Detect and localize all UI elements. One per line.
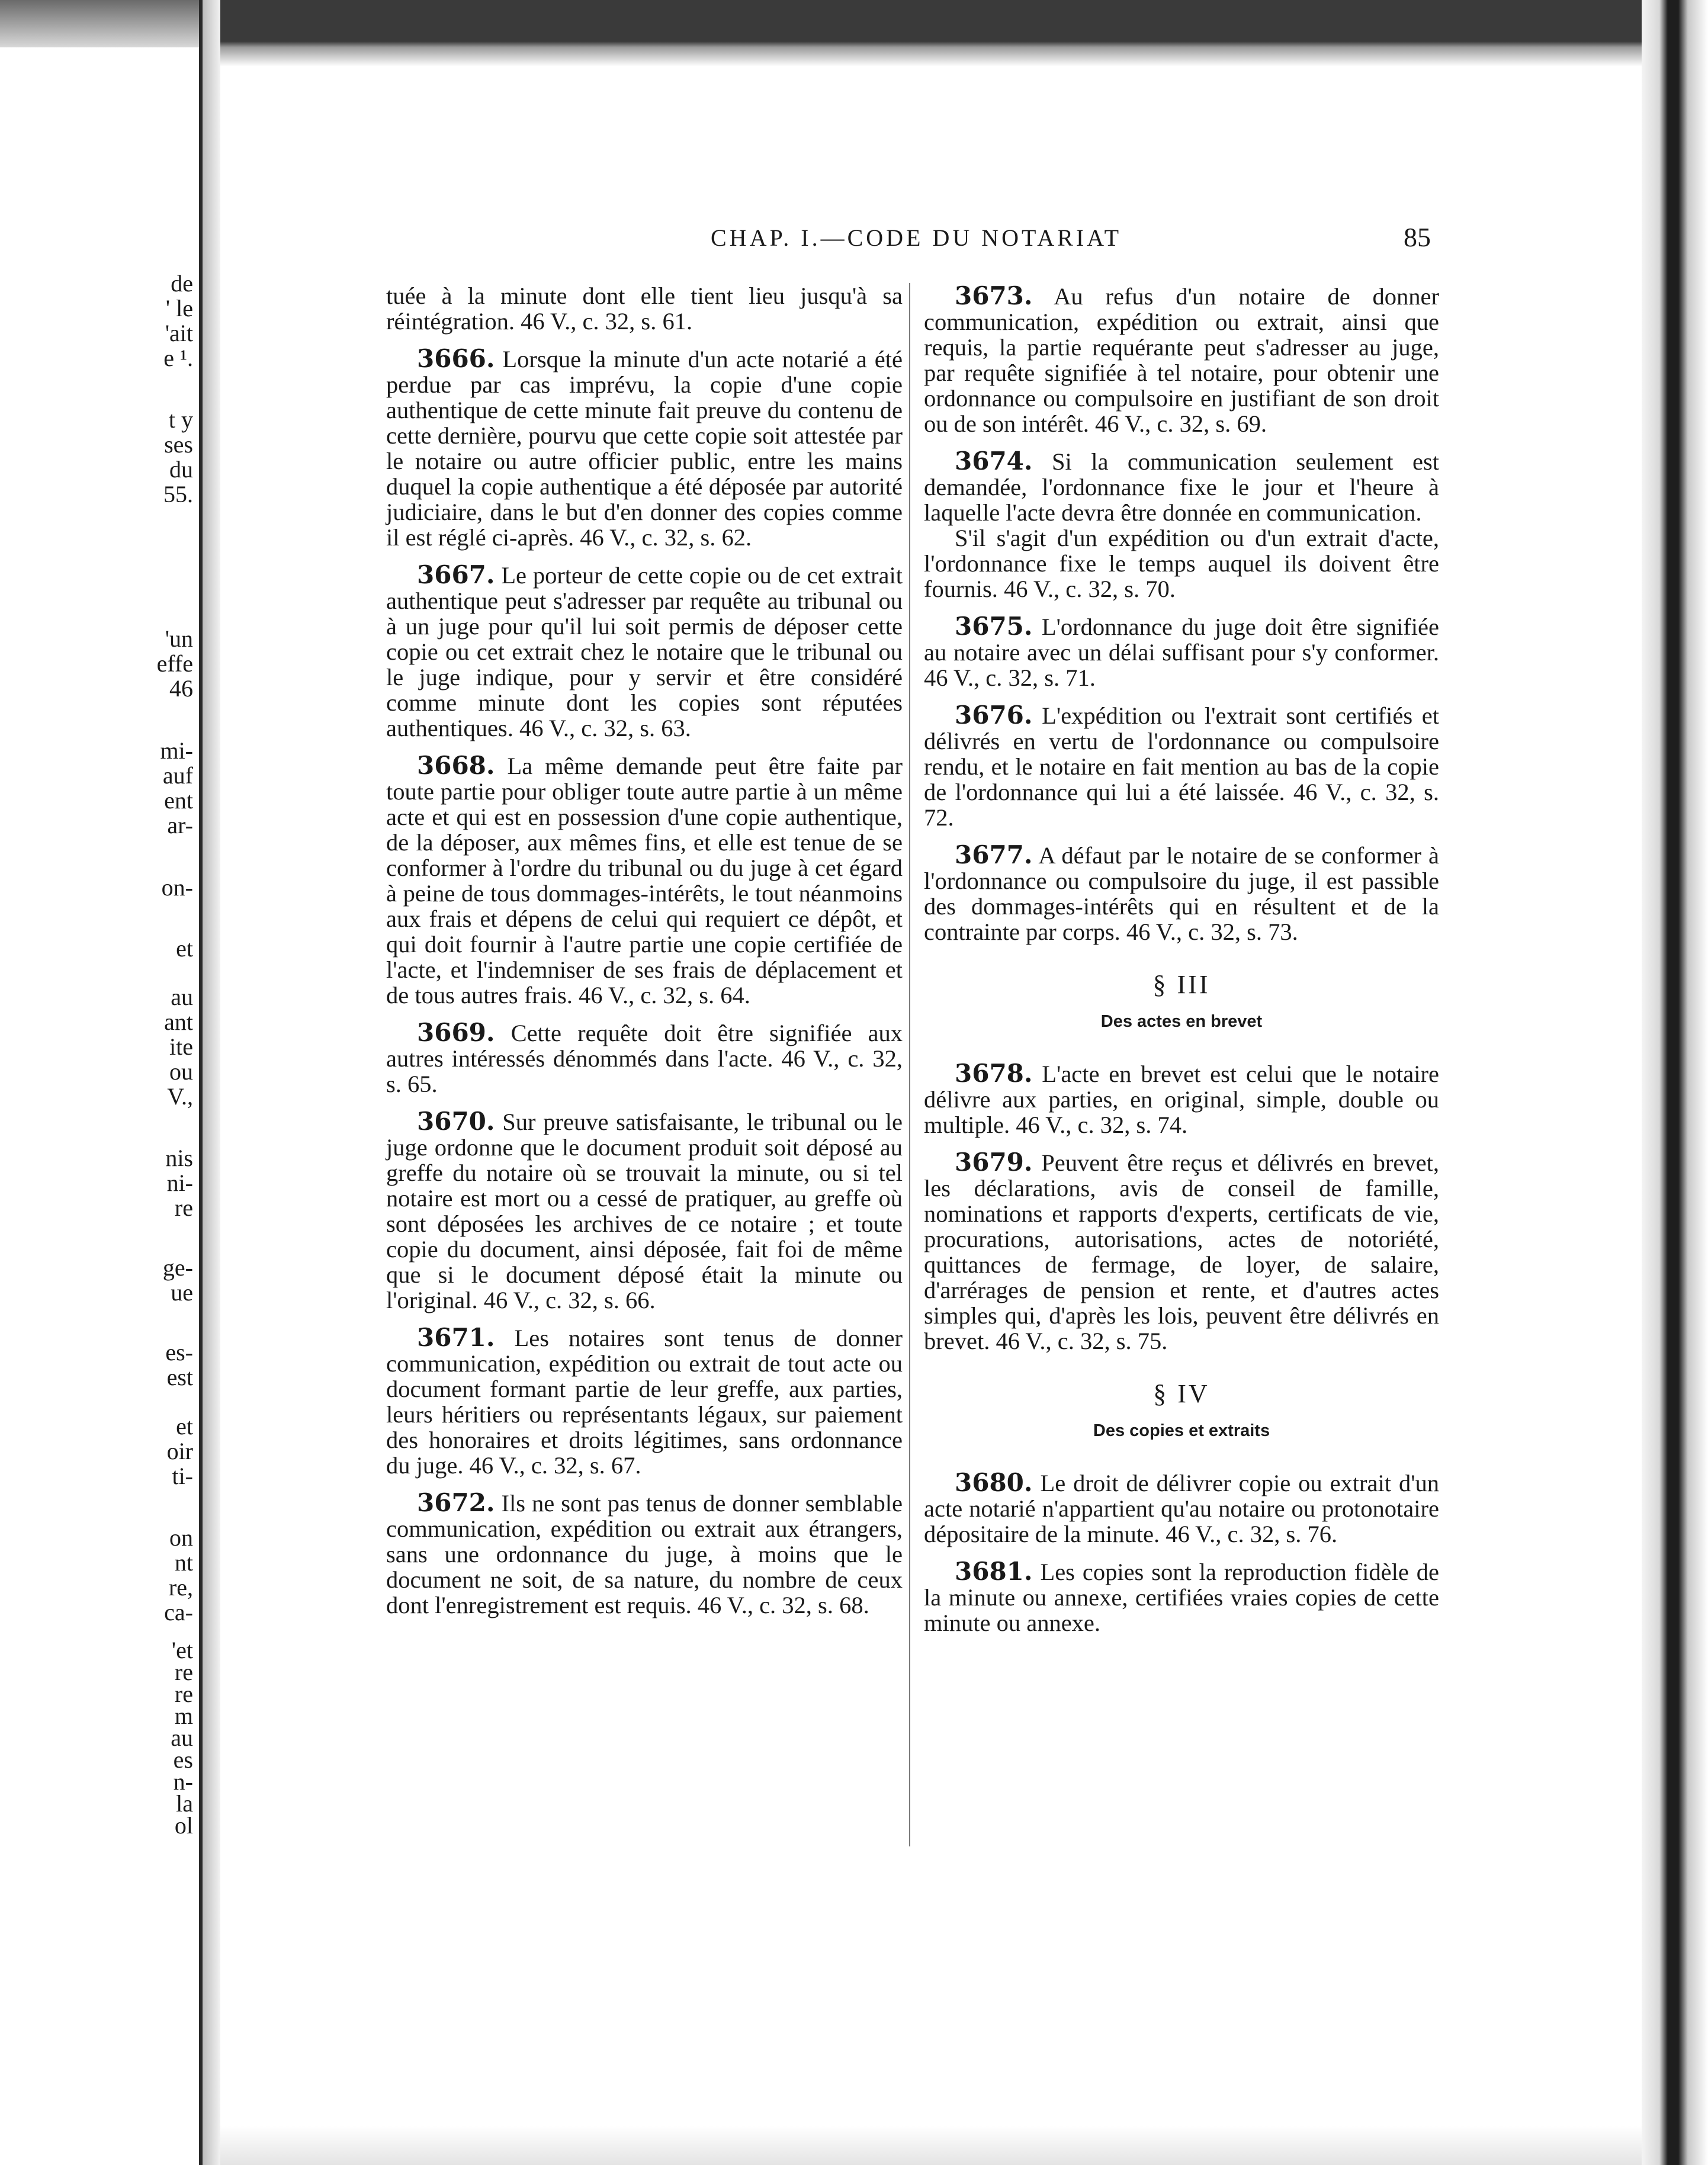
margin-fragment: es-: [165, 1339, 193, 1366]
margin-fragment: 'un: [165, 625, 193, 652]
margin-fragment: ge-: [162, 1254, 193, 1281]
margin-fragment: re: [174, 1659, 193, 1685]
article-number: 3669.: [417, 1018, 495, 1047]
margin-fragment: et: [176, 1413, 193, 1440]
article-number: 3677.: [955, 840, 1033, 869]
margin-fragment: ite: [169, 1033, 193, 1060]
article-3670: [386, 1109, 903, 1313]
margin-fragment: 55.: [163, 481, 193, 507]
section-subheading: Des copies et extraits: [1093, 1421, 1270, 1440]
article-number: 3671.: [417, 1323, 495, 1352]
article-text: Lorsque la minute d'un acte notarié a été perdue par cas imprévu, la copie d'une copie authentique de cette minute fait preuve du contenu de cette dernière, pourvu que cette copie soit attestée par le notaire ou autre officier public, entre les mains duquel la copie authentique a été déposée par autorité judiciaire, dans le but d'en donner des copies comme il est réglé ci-après. 46 V., c. 32, s. 62.: [386, 346, 903, 551]
margin-fragment: m: [174, 1703, 193, 1729]
article-3680: [924, 1470, 1439, 1547]
article-text: Au refus d'un notaire de donner communication, expédition ou extrait, ainsi que requis, la partie requérante peut s'adresser au juge, par requête signifiée à tel notaire, pour obtenir une ordonnance ou compulsoire en justifiant de son droit ou de son intérêt. 46 V., c. 32, s. 69.: [924, 283, 1439, 437]
column-divider: [909, 283, 910, 1846]
margin-fragment: ti-: [172, 1463, 193, 1489]
margin-fragment: effe: [156, 650, 193, 677]
margin-fragment: re,: [168, 1574, 193, 1601]
margin-fragment: ue: [171, 1279, 193, 1306]
article-text: Cette requête doit être signifiée aux autres intéressés dénommés dans l'acte. 46 V., c. 32, s. 65.: [386, 1020, 903, 1097]
article-3672: [386, 1490, 903, 1618]
article-3667: [386, 562, 903, 741]
article-3674: [924, 448, 1439, 525]
article-3677: [924, 842, 1439, 945]
running-head: [711, 224, 1431, 252]
margin-fragment: au: [171, 984, 193, 1010]
book-gutter: [203, 0, 220, 2165]
margin-fragment: oir: [166, 1438, 193, 1464]
article-text: Si la communication seulement est demandée, l'ordonnance fixe le jour et l'heure à laquelle l'acte devra être donnée en communication.: [924, 448, 1439, 526]
article-number: 3674.: [955, 447, 1033, 476]
margin-fragment: re: [174, 1681, 193, 1707]
article-number: 3667.: [417, 560, 495, 589]
chapter-title: CHAP. I.—CODE DU NOTARIAT: [711, 224, 1122, 251]
page-top-edge: [220, 0, 1642, 66]
page-right-edge: [1642, 0, 1708, 2165]
section-subheading: Des actes en brevet: [1100, 1012, 1263, 1031]
margin-fragment: n-: [173, 1768, 193, 1795]
margin-fragment: est: [166, 1364, 193, 1390]
article-number: 3673.: [955, 281, 1033, 310]
margin-fragment: et: [176, 935, 193, 962]
section-heading: § III: [1152, 970, 1211, 999]
margin-fragment: ou: [169, 1058, 193, 1085]
section-heading: § IV: [1153, 1379, 1210, 1408]
article-number: 3680.: [955, 1468, 1033, 1497]
article-3679: [924, 1149, 1439, 1354]
paragraph: [386, 283, 903, 334]
margin-fragment: ni-: [166, 1170, 193, 1196]
article-number: 3675.: [955, 612, 1033, 641]
margin-fragment: t y: [168, 406, 193, 433]
margin-fragment: ol: [174, 1812, 193, 1839]
article-number: 3672.: [417, 1488, 495, 1517]
margin-fragment: au: [171, 1724, 193, 1751]
margin-fragment: de: [171, 270, 193, 297]
margin-fragment: nis: [165, 1145, 193, 1171]
margin-fragment: ' le: [165, 295, 193, 322]
article-3671: [386, 1325, 903, 1478]
article-text: L'acte en brevet est celui que le notaire délivre aux parties, en original, simple, double ou multiple. 46 V., c. 32, s. 74.: [924, 1061, 1439, 1138]
margin-fragment: du: [169, 456, 193, 483]
margin-fragment: e ¹.: [163, 345, 193, 371]
article-text: Ils ne sont pas tenus de donner semblable communication, expédition ou extrait aux étrangers, sans une ordonnance du juge, à moins que le document ne soit, de sa nature, du nombre de ceux dont l'enregistrement est requis. 46 V., c. 32, s. 68.: [386, 1490, 903, 1618]
margin-fragment: es: [173, 1746, 193, 1773]
article-number: 3676.: [955, 701, 1033, 730]
article-3669: [386, 1020, 903, 1097]
article-text: La même demande peut être faite par toute partie pour obliger toute autre partie à un même acte et qui est en possession d'une copie authentique, de la déposer, aux mêmes fins, et elle est tenue de se conformer à l'ordre du tribunal ou du juge à cet égard à peine de tous dommages-intérêts, le tout néanmoins aux frais et dépens de celui qui requiert ce dépôt, et qui doit fournir à l'autre partie une copie certifiée de l'acte, et l'indemniser de ses frais de déplacement et de tous autres frais. 46 V., c. 32, s. 64.: [386, 753, 903, 1008]
article-text: L'expédition ou l'extrait sont certifiés et délivrés en vertu de l'ordonnance ou compulsoire rendu, et le notaire en fait mention au bas de la copie de l'ordonnance qui lui a été laissée. 46 V., c. 32, s. 72.: [924, 702, 1439, 831]
margin-fragment: on-: [161, 874, 193, 901]
margin-fragment: 46: [169, 675, 193, 702]
margin-fragment: mi-: [160, 737, 193, 764]
page-bottom-edge: [220, 2126, 1642, 2165]
article-text: Peuvent être reçus et délivrés en brevet, les déclarations, avis de conseil de famille, nominations et rapports d'experts, certificats de vie, procurations, autorisations, actes de notoriété, quittances de fermage, de loyer, de salaire, d'arrérages de pension et rente, et d'autres actes simples qui, d'après les lois, peuvent être délivrés en brevet. 46 V., c. 32, s. 75.: [924, 1149, 1439, 1354]
article-3668: [386, 753, 903, 1008]
article-text: Le porteur de cette copie ou de cet extrait authentique peut s'adresser par requête au tribunal ou à un juge pour qu'il lui soit permis de déposer cette copie ou cet extrait chez le notaire que le tribunal ou le juge indique, pour y servir et être considéré comme minute dont les copies sont réputées authentiques. 46 V., c. 32, s. 63.: [386, 562, 903, 741]
paragraph-text: tuée à la minute dont elle tient lieu jusqu'à sa réintégration. 46 V., c. 32, s. 61.: [386, 282, 903, 335]
article-number: 3666.: [417, 344, 495, 373]
margin-fragment: ses: [164, 431, 193, 458]
article-number: 3678.: [955, 1059, 1033, 1088]
margin-fragment: auf: [162, 762, 193, 789]
article-text: Les notaires sont tenus de donner communication, expédition ou extrait de tout acte ou document formant partie de leur greffe, aux parties, leurs héritiers ou représentants légaux, sur paiement des honoraires et droits légitimes, sans ordonnance du juge. 46 V., c. 32, s. 67.: [386, 1325, 903, 1479]
article-number: 3679.: [955, 1148, 1033, 1177]
article-text: L'ordonnance du juge doit être signifiée au notaire avec un délai suffisant pour s'y conformer. 46 V., c. 32, s. 71.: [924, 613, 1439, 691]
paragraph: [924, 525, 1439, 602]
margin-fragment: re: [174, 1194, 193, 1221]
article-3673: [924, 283, 1439, 436]
margin-fragment: ent: [164, 787, 193, 814]
article-number: 3681.: [955, 1557, 1033, 1586]
margin-fragment: V.,: [167, 1083, 193, 1110]
margin-fragment: ant: [164, 1008, 193, 1035]
margin-fragment: ar-: [167, 812, 193, 839]
margin-fragment: 'ait: [165, 320, 193, 346]
article-number: 3670.: [417, 1107, 495, 1136]
article-number: 3668.: [417, 751, 495, 780]
left-column: [386, 283, 903, 1630]
article-text: A défaut par le notaire de se conformer à l'ordonnance ou compulsoire du juge, il est passible des dommages-intérêts qui en résultent et de la contrainte par corps. 46 V., c. 32, s. 73.: [924, 842, 1439, 945]
adjacent-page-strip: [0, 0, 203, 2165]
margin-fragment: la: [176, 1790, 193, 1817]
article-3676: [924, 702, 1439, 830]
margin-fragment: 'et: [171, 1637, 193, 1663]
article-3678: [924, 1061, 1439, 1138]
article-text: Le droit de délivrer copie ou extrait d'un acte notarié n'appartient qu'au notaire ou protonotaire dépositaire de la minute. 46 V., c. 32, s. 76.: [924, 1470, 1439, 1547]
article-text: Les copies sont la reproduction fidèle de la minute ou annexe, certifiées vraies copies de cette minute ou annexe.: [924, 1559, 1439, 1636]
margin-fragment: on: [169, 1524, 193, 1551]
margin-fragment: ca-: [164, 1599, 193, 1626]
article-3681: [924, 1559, 1439, 1636]
margin-fragment: nt: [174, 1549, 193, 1576]
paragraph-text: S'il s'agit d'un expédition ou d'un extrait d'acte, l'ordonnance fixe le temps auquel ils doivent être fournis. 46 V., c. 32, s. 70.: [924, 525, 1439, 602]
article-3666: [386, 346, 903, 550]
article-text: Sur preuve satisfaisante, le tribunal ou le juge ordonne que le document produit soit déposé au greffe du notaire où se trouvait la minute, ou si tel notaire est mort ou a cessé de pratiquer, au greffe où sont déposées les archives de ce notaire ; et toute copie du document, ainsi déposée, fait foi de même que si le document déposé était la minute ou l'original. 46 V., c. 32, s. 66.: [386, 1109, 903, 1313]
scan-edge-shadow: [0, 0, 199, 47]
right-column: [924, 283, 1439, 1647]
page-number: 85: [1404, 222, 1431, 252]
article-3675: [924, 613, 1439, 690]
